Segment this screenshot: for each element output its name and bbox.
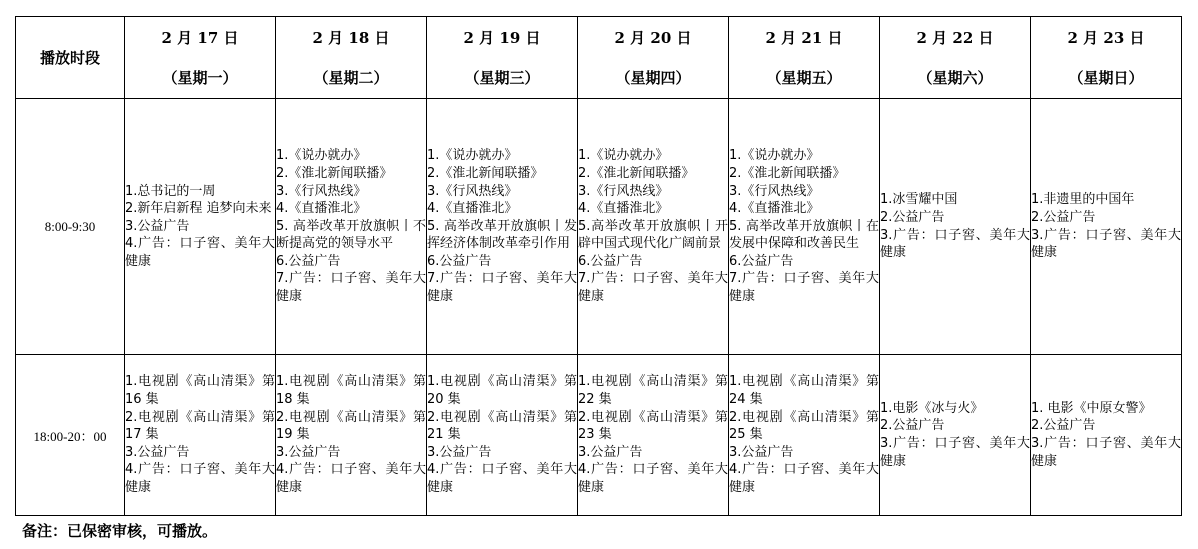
header-row [16, 17, 1182, 99]
program-item: 1.电视剧《高山清渠》第 18 集 [276, 374, 426, 408]
program-item: 2.《淮北新闻联播》 [578, 165, 695, 181]
program-item: 1.电视剧《高山清渠》第 20 集 [427, 374, 577, 408]
day-header [1031, 17, 1182, 99]
program-item: 4.广告：口子窖、美年大健康 [125, 236, 275, 269]
program-cell [1031, 99, 1182, 355]
program-item: 3.《行风热线》 [729, 183, 820, 199]
program-item: 3.公益广告 [427, 444, 492, 460]
program-item: 5. 高举改革开放旗帜丨不断提高党的领导水平 [276, 218, 426, 252]
program-item: 2.电视剧《高山清渠》第 21 集 [427, 409, 577, 443]
program-item: 4.《直播淮北》 [427, 201, 518, 217]
program-cell [729, 99, 880, 355]
time-slot-label: 8:00-9:30 [16, 99, 125, 355]
program-item: 1.电视剧《高山清渠》第 24 集 [729, 374, 879, 408]
day-date: 2 月 22 日 [916, 28, 994, 47]
program-item: 3.《行风热线》 [276, 183, 367, 199]
program-cell [1031, 355, 1182, 516]
program-item: 5. 高举改革开放旗帜丨发挥经济体制改革牵引作用 [427, 218, 577, 252]
program-item: 2.电视剧《高山清渠》第 19 集 [276, 409, 426, 443]
day-date: 2 月 19 日 [463, 28, 541, 47]
program-item: 7.广告：口子窖、美年大健康 [276, 271, 426, 305]
program-item: 3.广告：口子窖、美年大健康 [880, 227, 1030, 261]
day-date: 2 月 20 日 [614, 28, 692, 47]
program-item: 6.公益广告 [578, 253, 643, 269]
program-item: 1.电视剧《高山清渠》第 16 集 [125, 374, 275, 408]
program-item: 6.公益广告 [427, 253, 492, 269]
program-item: 7.广告：口子窖、美年大健康 [729, 271, 879, 305]
program-item: 5. 高举改革开放旗帜丨在发展中保障和改善民生 [729, 218, 879, 252]
program-item: 3.公益广告 [125, 444, 190, 460]
approval-note: 备注：已保密审核，可播放。 [22, 522, 218, 540]
program-item: 1.电影《冰与火》 [880, 400, 984, 416]
program-item: 7.广告：口子窖、美年大健康 [427, 271, 577, 305]
schedule-table [15, 16, 1182, 516]
program-item: 2.电视剧《高山清渠》第 23 集 [578, 409, 728, 443]
program-item: 3.公益广告 [125, 218, 190, 234]
evening-slot-row [16, 355, 1182, 516]
day-header [276, 17, 427, 99]
program-item: 3.广告：口子窖、美年大健康 [880, 436, 1030, 469]
program-item: 3.公益广告 [276, 444, 341, 460]
program-item: 4.广告：口子窖、美年大健康 [276, 462, 426, 495]
program-item: 6.公益广告 [276, 253, 341, 269]
program-item: 1. 电影《中原女警》 [1031, 400, 1152, 416]
program-cell [729, 355, 880, 516]
program-item: 5.高举改革开放旗帜丨开辟中国式现代化广阔前景 [578, 218, 728, 252]
program-cell [578, 99, 729, 355]
program-item: 2.电视剧《高山清渠》第 25 集 [729, 409, 879, 443]
day-date: 2 月 18 日 [312, 28, 390, 47]
program-item: 2.新年启新程 追梦向未来 [125, 201, 272, 217]
program-item: 3.广告：口子窖、美年大健康 [1031, 436, 1181, 469]
morning-slot-row [16, 99, 1182, 355]
program-item: 6.公益广告 [729, 253, 794, 269]
program-item: 1.总书记的一周 [125, 183, 216, 199]
program-item: 1.电视剧《高山清渠》第 22 集 [578, 374, 728, 408]
program-item: 3.公益广告 [578, 444, 643, 460]
program-item: 2.《淮北新闻联播》 [427, 165, 544, 181]
program-item: 4.《直播淮北》 [729, 201, 820, 217]
program-item: 3.广告：口子窖、美年大健康 [1031, 227, 1181, 261]
time-slot-header: 播放时段 [16, 17, 125, 99]
program-cell [125, 355, 276, 516]
program-item: 2.公益广告 [880, 418, 945, 434]
program-cell [276, 99, 427, 355]
program-cell [427, 99, 578, 355]
program-item: 1.冰雪耀中国 [880, 192, 958, 208]
day-weekday: （星期四） [615, 68, 691, 87]
program-item: 4.《直播淮北》 [578, 201, 669, 217]
program-item: 4.广告：口子窖、美年大健康 [125, 462, 275, 495]
day-weekday: （星期三） [464, 68, 540, 87]
program-item: 3.《行风热线》 [427, 183, 518, 199]
program-item: 3.《行风热线》 [578, 183, 669, 199]
day-header [729, 17, 880, 99]
program-item: 2.公益广告 [880, 209, 945, 225]
time-slot-label: 18:00-20：00 [16, 355, 125, 516]
program-cell [276, 355, 427, 516]
day-header [427, 17, 578, 99]
program-item: 1.《说办就办》 [276, 148, 367, 164]
day-weekday: （星期日） [1068, 68, 1144, 87]
day-header [578, 17, 729, 99]
day-date: 2 月 23 日 [1067, 28, 1145, 47]
day-weekday: （星期五） [766, 68, 842, 87]
program-item: 2.《淮北新闻联播》 [729, 165, 846, 181]
program-item: 2.《淮北新闻联播》 [276, 165, 393, 181]
program-cell [427, 355, 578, 516]
program-item: 3.公益广告 [729, 444, 794, 460]
program-item: 7.广告：口子窖、美年大健康 [578, 271, 728, 305]
day-weekday: （星期一） [162, 68, 238, 87]
program-item: 2.电视剧《高山清渠》第 17 集 [125, 409, 275, 443]
day-header [880, 17, 1031, 99]
day-date: 2 月 17 日 [161, 28, 239, 47]
program-item: 4.广告：口子窖、美年大健康 [427, 462, 577, 495]
program-cell [125, 99, 276, 355]
program-cell [880, 355, 1031, 516]
program-item: 4.广告：口子窖、美年大健康 [729, 462, 879, 495]
day-weekday: （星期六） [917, 68, 993, 87]
program-item: 1.非遗里的中国年 [1031, 192, 1135, 208]
program-cell [578, 355, 729, 516]
program-item: 1.《说办就办》 [729, 148, 820, 164]
day-date: 2 月 21 日 [765, 28, 843, 47]
program-item: 1.《说办就办》 [427, 148, 518, 164]
day-weekday: （星期二） [313, 68, 389, 87]
program-item: 4.《直播淮北》 [276, 201, 367, 217]
program-item: 2.公益广告 [1031, 418, 1096, 434]
program-item: 1.《说办就办》 [578, 148, 669, 164]
day-header [125, 17, 276, 99]
program-item: 2.公益广告 [1031, 209, 1096, 225]
program-item: 4.广告：口子窖、美年大健康 [578, 462, 728, 495]
program-cell [880, 99, 1031, 355]
